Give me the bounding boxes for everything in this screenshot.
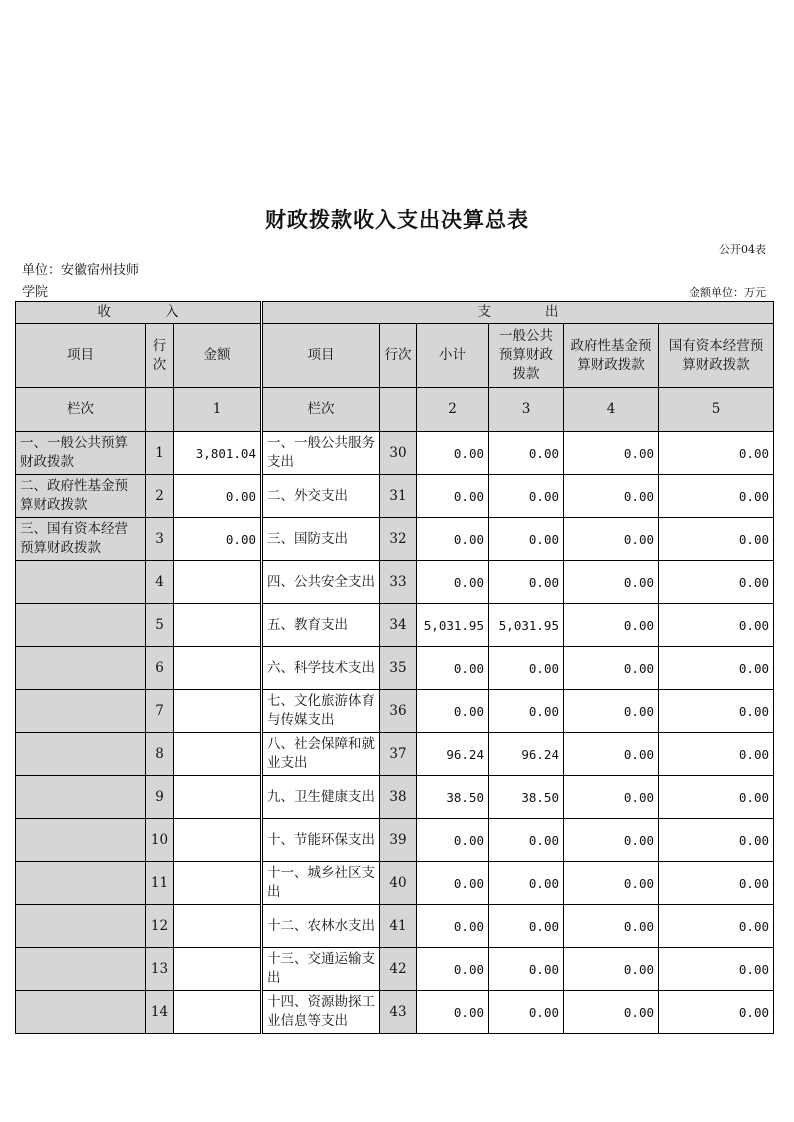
income-item bbox=[16, 819, 146, 862]
expense-gov-fund: 0.00 bbox=[564, 432, 659, 475]
income-item bbox=[16, 862, 146, 905]
expense-item: 十四、资源勘探工业信息等支出 bbox=[263, 991, 380, 1034]
income-amount bbox=[174, 905, 261, 948]
expense-gov-fund: 0.00 bbox=[564, 647, 659, 690]
expense-row-no: 38 bbox=[380, 776, 417, 819]
income-amount: 0.00 bbox=[174, 475, 261, 518]
income-row-no: 3 bbox=[146, 518, 174, 561]
table-row bbox=[16, 905, 774, 948]
expense-item: 六、科学技术支出 bbox=[263, 647, 380, 690]
expense-item: 八、社会保障和就业支出 bbox=[263, 733, 380, 776]
expense-state-capital: 0.00 bbox=[659, 733, 774, 776]
expense-general-budget: 0.00 bbox=[489, 991, 564, 1034]
expense-state-capital: 0.00 bbox=[659, 948, 774, 991]
table-row bbox=[16, 518, 774, 561]
expense-general-budget: 0.00 bbox=[489, 561, 564, 604]
expense-item: 十一、城乡社区支出 bbox=[263, 862, 380, 905]
table-row bbox=[16, 991, 774, 1034]
expense-state-capital: 0.00 bbox=[659, 561, 774, 604]
income-row-no: 11 bbox=[146, 862, 174, 905]
expense-row-no: 41 bbox=[380, 905, 417, 948]
column-index-3: 3 bbox=[489, 388, 564, 432]
expense-row-no: 37 bbox=[380, 733, 417, 776]
income-amount bbox=[174, 647, 261, 690]
table-row bbox=[16, 432, 774, 475]
expense-subtotal: 0.00 bbox=[417, 647, 489, 690]
column-index-4: 4 bbox=[564, 388, 659, 432]
column-index-5: 5 bbox=[659, 388, 774, 432]
expense-state-capital: 0.00 bbox=[659, 647, 774, 690]
expense-general-budget: 0.00 bbox=[489, 819, 564, 862]
expense-general-budget: 0.00 bbox=[489, 905, 564, 948]
income-row-no: 12 bbox=[146, 905, 174, 948]
form-number: 公开04表 bbox=[719, 243, 766, 256]
income-amount bbox=[174, 948, 261, 991]
expense-state-capital: 0.00 bbox=[659, 604, 774, 647]
income-item bbox=[16, 647, 146, 690]
expense-gov-fund: 0.00 bbox=[564, 905, 659, 948]
document-title: 财政拨款收入支出决算总表 bbox=[265, 207, 529, 232]
income-amount bbox=[174, 862, 261, 905]
expense-item: 四、公共安全支出 bbox=[263, 561, 380, 604]
income-row-no: 1 bbox=[146, 432, 174, 475]
expense-item: 十三、交通运输支出 bbox=[263, 948, 380, 991]
expense-state-capital: 0.00 bbox=[659, 862, 774, 905]
income-amount bbox=[174, 991, 261, 1034]
column-index-label: 栏次 bbox=[16, 388, 146, 432]
expense-state-capital: 0.00 bbox=[659, 518, 774, 561]
expense-state-capital: 0.00 bbox=[659, 991, 774, 1034]
expense-row-no: 35 bbox=[380, 647, 417, 690]
expense-subtotal: 0.00 bbox=[417, 690, 489, 733]
expense-item: 九、卫生健康支出 bbox=[263, 776, 380, 819]
expense-row-no: 30 bbox=[380, 432, 417, 475]
table-row bbox=[16, 561, 774, 604]
expense-gov-fund: 0.00 bbox=[564, 690, 659, 733]
expense-row-no: 43 bbox=[380, 991, 417, 1034]
expense-subtotal: 0.00 bbox=[417, 561, 489, 604]
expense-item: 三、国防支出 bbox=[263, 518, 380, 561]
expense-item: 五、教育支出 bbox=[263, 604, 380, 647]
income-item: 二、政府性基金预算财政拨款 bbox=[16, 475, 146, 518]
income-item bbox=[16, 776, 146, 819]
expense-subtotal: 0.00 bbox=[417, 432, 489, 475]
expense-gov-fund: 0.00 bbox=[564, 518, 659, 561]
expense-gov-fund: 0.00 bbox=[564, 862, 659, 905]
expense-gov-fund: 0.00 bbox=[564, 776, 659, 819]
income-row-no: 8 bbox=[146, 733, 174, 776]
expense-state-capital: 0.00 bbox=[659, 690, 774, 733]
income-item bbox=[16, 690, 146, 733]
expense-subtotal: 38.50 bbox=[417, 776, 489, 819]
table-row bbox=[16, 776, 774, 819]
expense-subtotal: 96.24 bbox=[417, 733, 489, 776]
expense-row-no: 36 bbox=[380, 690, 417, 733]
income-amount bbox=[174, 733, 261, 776]
expense-general-budget: 0.00 bbox=[489, 432, 564, 475]
income-amount bbox=[174, 604, 261, 647]
expense-subtotal: 5,031.95 bbox=[417, 604, 489, 647]
expense-general-budget: 0.00 bbox=[489, 690, 564, 733]
column-index-1: 1 bbox=[174, 388, 261, 432]
expense-gov-fund: 0.00 bbox=[564, 733, 659, 776]
expense-state-capital: 0.00 bbox=[659, 776, 774, 819]
expense-state-capital: 0.00 bbox=[659, 819, 774, 862]
income-amount: 3,801.04 bbox=[174, 432, 261, 475]
table-row bbox=[16, 819, 774, 862]
unit-name: 单位：安徽宿州技师学院 bbox=[22, 263, 140, 300]
expense-gov-fund: 0.00 bbox=[564, 475, 659, 518]
income-row-no: 4 bbox=[146, 561, 174, 604]
expense-item: 十二、农林水支出 bbox=[263, 905, 380, 948]
header-subtotal: 小计 bbox=[417, 324, 489, 388]
expense-section-header: 支 出 bbox=[263, 302, 774, 324]
expense-row-no: 34 bbox=[380, 604, 417, 647]
expense-row-no: 40 bbox=[380, 862, 417, 905]
income-item: 一、一般公共预算财政拨款 bbox=[16, 432, 146, 475]
income-row-no: 14 bbox=[146, 991, 174, 1034]
expense-item: 七、文化旅游体育与传媒支出 bbox=[263, 690, 380, 733]
expense-general-budget: 0.00 bbox=[489, 475, 564, 518]
table-row bbox=[16, 862, 774, 905]
column-index-label-2: 栏次 bbox=[263, 388, 380, 432]
income-item bbox=[16, 991, 146, 1034]
income-amount bbox=[174, 690, 261, 733]
header-general-budget: 一般公共预算财政拨款 bbox=[489, 324, 564, 388]
income-amount bbox=[174, 561, 261, 604]
expense-general-budget: 0.00 bbox=[489, 948, 564, 991]
expense-subtotal: 0.00 bbox=[417, 905, 489, 948]
expense-item: 十、节能环保支出 bbox=[263, 819, 380, 862]
income-amount bbox=[174, 819, 261, 862]
expense-gov-fund: 0.00 bbox=[564, 819, 659, 862]
expense-gov-fund: 0.00 bbox=[564, 991, 659, 1034]
column-index-blank-2 bbox=[380, 388, 417, 432]
header-item: 项目 bbox=[16, 324, 146, 388]
expense-subtotal: 0.00 bbox=[417, 475, 489, 518]
expense-subtotal: 0.00 bbox=[417, 518, 489, 561]
summary-table bbox=[15, 301, 774, 1034]
expense-row-no: 39 bbox=[380, 819, 417, 862]
header-row-no: 行次 bbox=[146, 324, 174, 388]
expense-general-budget: 0.00 bbox=[489, 518, 564, 561]
income-item bbox=[16, 905, 146, 948]
expense-gov-fund: 0.00 bbox=[564, 948, 659, 991]
income-amount bbox=[174, 776, 261, 819]
expense-row-no: 31 bbox=[380, 475, 417, 518]
income-row-no: 10 bbox=[146, 819, 174, 862]
table-row bbox=[16, 604, 774, 647]
expense-state-capital: 0.00 bbox=[659, 475, 774, 518]
amount-unit: 金额单位：万元 bbox=[689, 286, 766, 299]
income-section-header: 收 入 bbox=[16, 302, 261, 324]
header-expense-item: 项目 bbox=[263, 324, 380, 388]
expense-state-capital: 0.00 bbox=[659, 432, 774, 475]
header-amount: 金额 bbox=[174, 324, 261, 388]
income-row-no: 9 bbox=[146, 776, 174, 819]
income-row-no: 13 bbox=[146, 948, 174, 991]
table-row bbox=[16, 690, 774, 733]
income-row-no: 7 bbox=[146, 690, 174, 733]
income-row-no: 6 bbox=[146, 647, 174, 690]
income-item bbox=[16, 561, 146, 604]
income-item: 三、国有资本经营预算财政拨款 bbox=[16, 518, 146, 561]
expense-subtotal: 0.00 bbox=[417, 948, 489, 991]
expense-gov-fund: 0.00 bbox=[564, 604, 659, 647]
column-index-2: 2 bbox=[417, 388, 489, 432]
expense-row-no: 33 bbox=[380, 561, 417, 604]
expense-subtotal: 0.00 bbox=[417, 819, 489, 862]
expense-general-budget: 38.50 bbox=[489, 776, 564, 819]
expense-subtotal: 0.00 bbox=[417, 862, 489, 905]
header-expense-row-no: 行次 bbox=[380, 324, 417, 388]
income-amount: 0.00 bbox=[174, 518, 261, 561]
column-index-blank bbox=[146, 388, 174, 432]
income-row-no: 5 bbox=[146, 604, 174, 647]
expense-row-no: 32 bbox=[380, 518, 417, 561]
table-row bbox=[16, 948, 774, 991]
expense-subtotal: 0.00 bbox=[417, 991, 489, 1034]
income-item bbox=[16, 733, 146, 776]
expense-gov-fund: 0.00 bbox=[564, 561, 659, 604]
income-item bbox=[16, 948, 146, 991]
table-row bbox=[16, 475, 774, 518]
income-row-no: 2 bbox=[146, 475, 174, 518]
table-row bbox=[16, 733, 774, 776]
header-gov-fund: 政府性基金预算财政拨款 bbox=[564, 324, 659, 388]
table-row bbox=[16, 647, 774, 690]
expense-item: 一、一般公共服务支出 bbox=[263, 432, 380, 475]
expense-row-no: 42 bbox=[380, 948, 417, 991]
header-state-capital: 国有资本经营预算财政拨款 bbox=[659, 324, 774, 388]
expense-state-capital: 0.00 bbox=[659, 905, 774, 948]
income-item bbox=[16, 604, 146, 647]
expense-item: 二、外交支出 bbox=[263, 475, 380, 518]
expense-general-budget: 0.00 bbox=[489, 862, 564, 905]
expense-general-budget: 5,031.95 bbox=[489, 604, 564, 647]
expense-general-budget: 0.00 bbox=[489, 647, 564, 690]
expense-general-budget: 96.24 bbox=[489, 733, 564, 776]
